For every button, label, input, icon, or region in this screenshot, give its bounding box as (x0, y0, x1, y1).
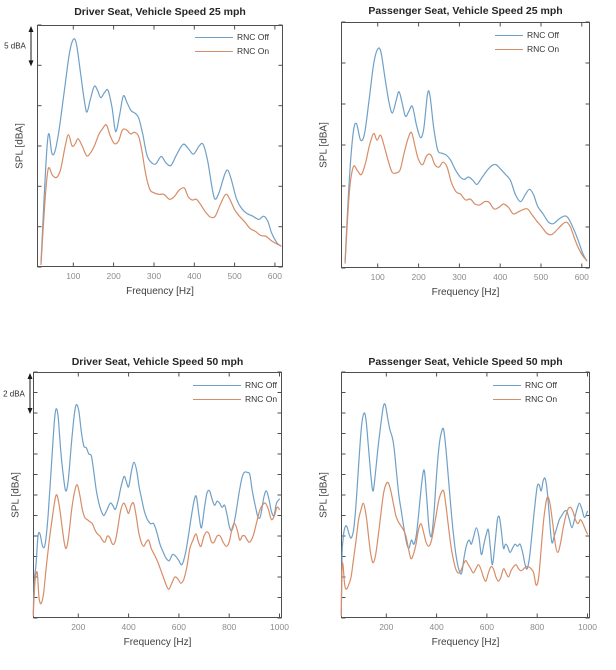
legend-item-rnc-off (193, 378, 277, 392)
y-axis-label: SPL [dBA] (10, 472, 22, 518)
svg-text:800: 800 (222, 622, 237, 632)
legend-item-rnc-on (195, 44, 269, 58)
svg-text:400: 400 (493, 272, 508, 282)
svg-text:100: 100 (370, 272, 385, 282)
y-axis-label: SPL [dBA] (318, 472, 330, 518)
x-axis-label: Frequency [Hz] (123, 637, 192, 648)
chart-title: Passenger Seat, Vehicle Speed 50 mph (368, 356, 563, 368)
svg-text:600: 600 (267, 271, 282, 281)
legend (493, 378, 557, 406)
chart-passenger-seat-25mph (308, 0, 616, 310)
legend (495, 28, 559, 56)
rnc-on-line-swatch-icon (493, 399, 521, 400)
svg-text:600: 600 (171, 622, 186, 632)
legend-label-rnc-on: RNC On (245, 394, 278, 404)
rnc-on-line-swatch-icon (195, 51, 233, 52)
chart-passenger-seat-50mph (308, 335, 616, 670)
svg-text:300: 300 (452, 272, 467, 282)
legend-label-rnc-off: RNC Off (245, 380, 277, 390)
rnc-off-line-swatch-icon (195, 37, 233, 38)
y-axis-label: SPL [dBA] (14, 123, 26, 169)
legend-label-rnc-off: RNC Off (527, 30, 559, 40)
svg-text:500: 500 (533, 272, 549, 282)
legend-item-rnc-on (493, 392, 557, 406)
scale-annotation-label: 2 dBA (3, 389, 25, 398)
legend-item-rnc-on (193, 392, 277, 406)
svg-text:400: 400 (121, 622, 136, 632)
svg-text:800: 800 (530, 622, 545, 632)
legend-label-rnc-on: RNC On (525, 394, 558, 404)
svg-text:1000: 1000 (270, 622, 289, 632)
legend (195, 30, 269, 58)
svg-text:200: 200 (71, 622, 86, 632)
x-axis-label: Frequency [Hz] (431, 637, 500, 648)
legend-label-rnc-off: RNC Off (237, 32, 269, 42)
chart-title: Driver Seat, Vehicle Speed 25 mph (74, 6, 246, 18)
legend-label-rnc-on: RNC On (527, 44, 560, 54)
svg-text:100: 100 (66, 271, 81, 281)
legend-item-rnc-off (195, 30, 269, 44)
plot-area (308, 0, 616, 310)
legend-label-rnc-on: RNC On (237, 46, 270, 56)
legend-item-rnc-off (495, 28, 559, 42)
chart-driver-seat-25mph (0, 0, 308, 310)
legend (193, 378, 277, 406)
x-axis-label: Frequency [Hz] (431, 287, 500, 298)
svg-text:200: 200 (379, 622, 394, 632)
svg-text:600: 600 (479, 622, 494, 632)
legend-item-rnc-on (495, 42, 559, 56)
svg-text:600: 600 (574, 272, 589, 282)
rnc-on-line-swatch-icon (495, 49, 523, 50)
rnc-off-line-swatch-icon (193, 385, 241, 386)
svg-text:200: 200 (411, 272, 426, 282)
chart-title: Passenger Seat, Vehicle Speed 25 mph (368, 5, 563, 17)
svg-text:400: 400 (429, 622, 444, 632)
legend-item-rnc-off (493, 378, 557, 392)
svg-text:1000: 1000 (578, 622, 597, 632)
rnc-off-line-swatch-icon (493, 385, 521, 386)
svg-text:400: 400 (187, 271, 202, 281)
chart-title: Driver Seat, Vehicle Speed 50 mph (71, 356, 244, 368)
svg-text:300: 300 (146, 271, 162, 281)
x-axis-label: Frequency [Hz] (126, 286, 194, 297)
plot-area (308, 335, 616, 670)
svg-text:500: 500 (227, 271, 242, 281)
chart-driver-seat-50mph (0, 335, 308, 670)
legend-label-rnc-off: RNC Off (525, 380, 557, 390)
rnc-off-line-swatch-icon (495, 35, 523, 36)
rnc-on-line-swatch-icon (193, 399, 241, 400)
svg-text:200: 200 (106, 271, 121, 281)
scale-annotation-label: 5 dBA (4, 41, 26, 51)
y-axis-label: SPL [dBA] (318, 122, 330, 168)
